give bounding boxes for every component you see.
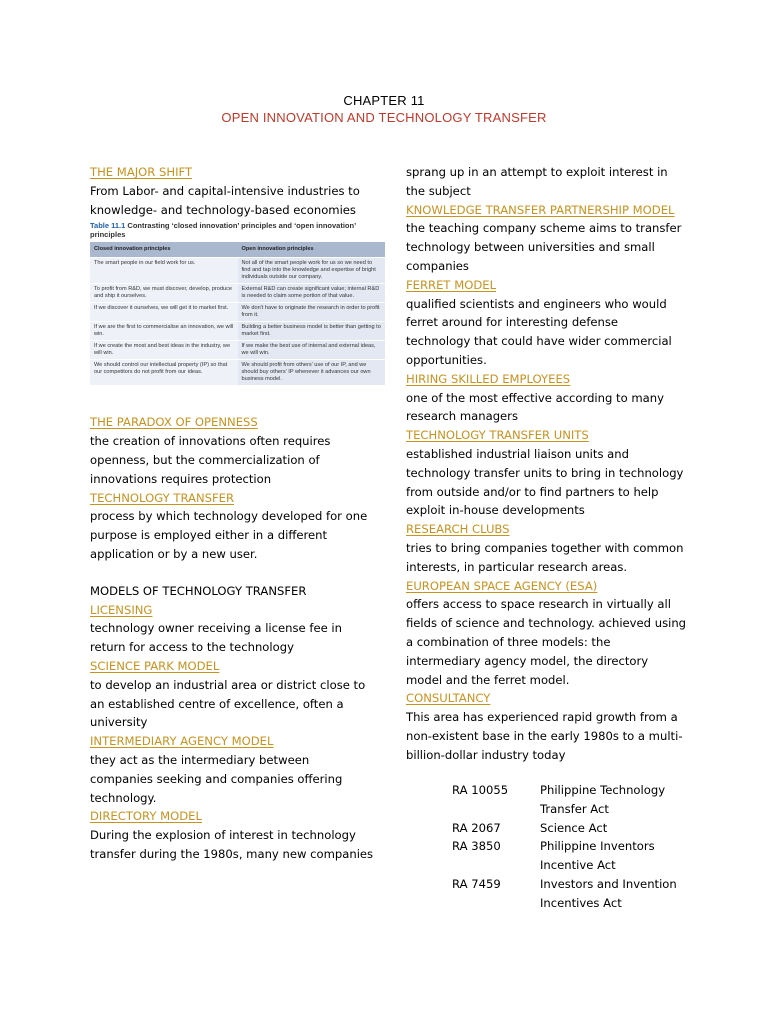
body-line: knowledge- and technology-based economies [90,202,356,217]
table-cell: To profit from R&D, we must discover, develop, produce and ship it ourselves. [90,284,238,303]
table-row [90,360,385,386]
body-line: technology owner receiving a license fee in [90,621,342,636]
heading-intermediary: INTERMEDIARY AGENCY MODEL [90,734,274,749]
table-cell: Not all of the smart people work for us so we need to find and tap into the knowledge and expertise of bright individuals outside our company. [238,258,386,284]
table-header-closed: Closed innovation principles [90,242,238,258]
table-cell: If we are the first to commercialise an innovation, we will win. [90,322,238,341]
body-line: application or by a new user. [90,546,258,561]
table-cell: External R&D can create significant value; internal R&D is needed to claim some portion of that value. [238,284,386,303]
body-line: model and the ferret model. [406,672,570,687]
heading-directory: DIRECTORY MODEL [90,809,202,824]
body-line: non-existent base in the early 1980s to a multi- [406,728,683,743]
body-line: transfer during the 1980s, many new companies [90,846,374,861]
table-cell: We should profit from others' use of our IP, and we should buy others' IP whenever it advances our own business model. [238,360,386,386]
table-cell: We don't have to originate the research in order to profit from it. [238,303,386,322]
body-line: technology transfer units to bring in technology [406,465,684,480]
heading-licensing: LICENSING [90,602,153,617]
chapter-title: OPEN INNOVATION AND TECHNOLOGY TRANSFER [221,110,547,125]
body-line: exploit in-house developments [406,503,585,518]
body-line: openness, but the commercialization of [90,452,320,467]
table-row [90,284,385,303]
body-line: return for access to the technology [90,640,294,655]
body-line: offers access to space research in virtually all [406,597,671,612]
body-line: to develop an industrial area or district close to [90,677,366,692]
principles-table [90,242,385,385]
ra-name: Science Act [540,820,608,835]
table-row [90,303,385,322]
body-line: university [90,715,148,730]
list-item [452,781,692,819]
ra-name: Philippine Technology Transfer Act [540,783,666,816]
body-line: established industrial liaison units and [406,446,629,461]
ra-number: RA 2067 [452,820,501,835]
ra-name: Investors and Invention Incentives Act [540,876,677,910]
body-line: from outside and/or to find partners to help [406,484,659,499]
ra-number: RA 10055 [452,783,509,797]
body-line: qualified scientists and engineers who would [406,296,667,311]
body-line: From Labor- and capital-intensive industries to [90,183,360,198]
body-line: During the explosion of interest in technology [90,828,356,843]
table-cell: If we make the best use of internal and external ideas, we will win. [238,341,386,360]
body-line: interests, in particular research areas. [406,559,628,574]
table-caption-text: Contrasting ‘closed innovation’ principles and ‘open innovation’ principles [90,221,356,240]
heading-consultancy: CONSULTANCY [406,691,491,706]
table-row [90,258,385,284]
heading-research-clubs: RESEARCH CLUBS [406,522,510,537]
table-cell: We should control our intellectual property (IP) so that our competitors do not profit from our ideas. [90,360,238,386]
republic-acts-list [452,781,692,913]
table-row [90,341,385,360]
body-line: one of the most effective according to many [406,390,664,405]
heading-ttu: TECHNOLOGY TRANSFER UNITS [406,428,589,443]
table-row [90,322,385,341]
table-cell: If we discover it ourselves, we will get it to market first. [90,303,238,322]
heading-paradox: THE PARADOX OF OPENNESS [90,415,258,430]
body-line: intermediary agency model, the directory [406,653,649,668]
table-cell: Building a better business model is better than getting to market first. [238,322,386,341]
body-line: fields of science and technology. achieved using [406,616,687,631]
body-line: process by which technology developed for one [90,509,368,524]
body-line: billion-dollar industry today [406,747,566,762]
body-line: an established centre of excellence, often a [90,696,344,711]
ra-number: RA 3850 [452,839,501,854]
body-line: purpose is employed either in a different [90,528,327,543]
body-line: This area has experienced rapid growth from a [406,710,678,725]
body-line: research managers [406,409,518,424]
table-caption-number: Table 11.1 [90,221,126,231]
list-item [452,837,692,875]
body-line: the teaching company scheme aims to transfer [406,221,682,236]
right-column [406,163,696,765]
body-line: the creation of innovations often requires [90,434,331,449]
body-line: tries to bring companies together with common [406,540,684,555]
heading-technology-transfer: TECHNOLOGY TRANSFER [90,490,235,505]
body-line: technology that could have wider commercial [406,334,672,349]
table-cell: The smart people in our field work for us. [90,258,238,284]
heading-esa: EUROPEAN SPACE AGENCY (ESA) [406,578,598,593]
body-line: companies seeking and companies offering [90,771,343,786]
table-cell: If we create the most and best ideas in the industry, we will win. [90,341,238,360]
body-line: technology. [90,790,157,805]
list-item [452,875,692,913]
body-line: companies [406,258,469,273]
models-title: MODELS OF TECHNOLOGY TRANSFER [90,583,307,598]
ra-number: RA 7459 [452,876,501,891]
body-line: opportunities. [406,352,487,367]
left-column [90,163,390,864]
heading-hiring: HIRING SKILLED EMPLOYEES [406,371,571,386]
heading-major-shift: THE MAJOR SHIFT [90,165,193,179]
heading-science-park: SCIENCE PARK MODEL [90,658,220,673]
heading-ktp: KNOWLEDGE TRANSFER PARTNERSHIP MODEL [406,202,675,217]
body-line: ferret around for interesting defense [406,315,619,330]
body-line: they act as the intermediary between [90,752,310,767]
table-caption [90,221,385,239]
body-line: innovations requires protection [90,471,272,486]
body-line: technology between universities and small [406,240,655,255]
ra-name: Philippine Inventors Incentive Act [540,839,655,873]
table-header-open: Open innovation principles [238,242,386,258]
chapter-label: CHAPTER 11 [343,93,425,108]
list-item [452,819,692,838]
body-line: the subject [406,183,471,198]
heading-ferret: FERRET MODEL [406,277,497,292]
body-line: a combination of three models: the [406,634,611,649]
body-line: sprang up in an attempt to exploit interest in [406,165,668,179]
principles-table-figure [90,221,385,385]
